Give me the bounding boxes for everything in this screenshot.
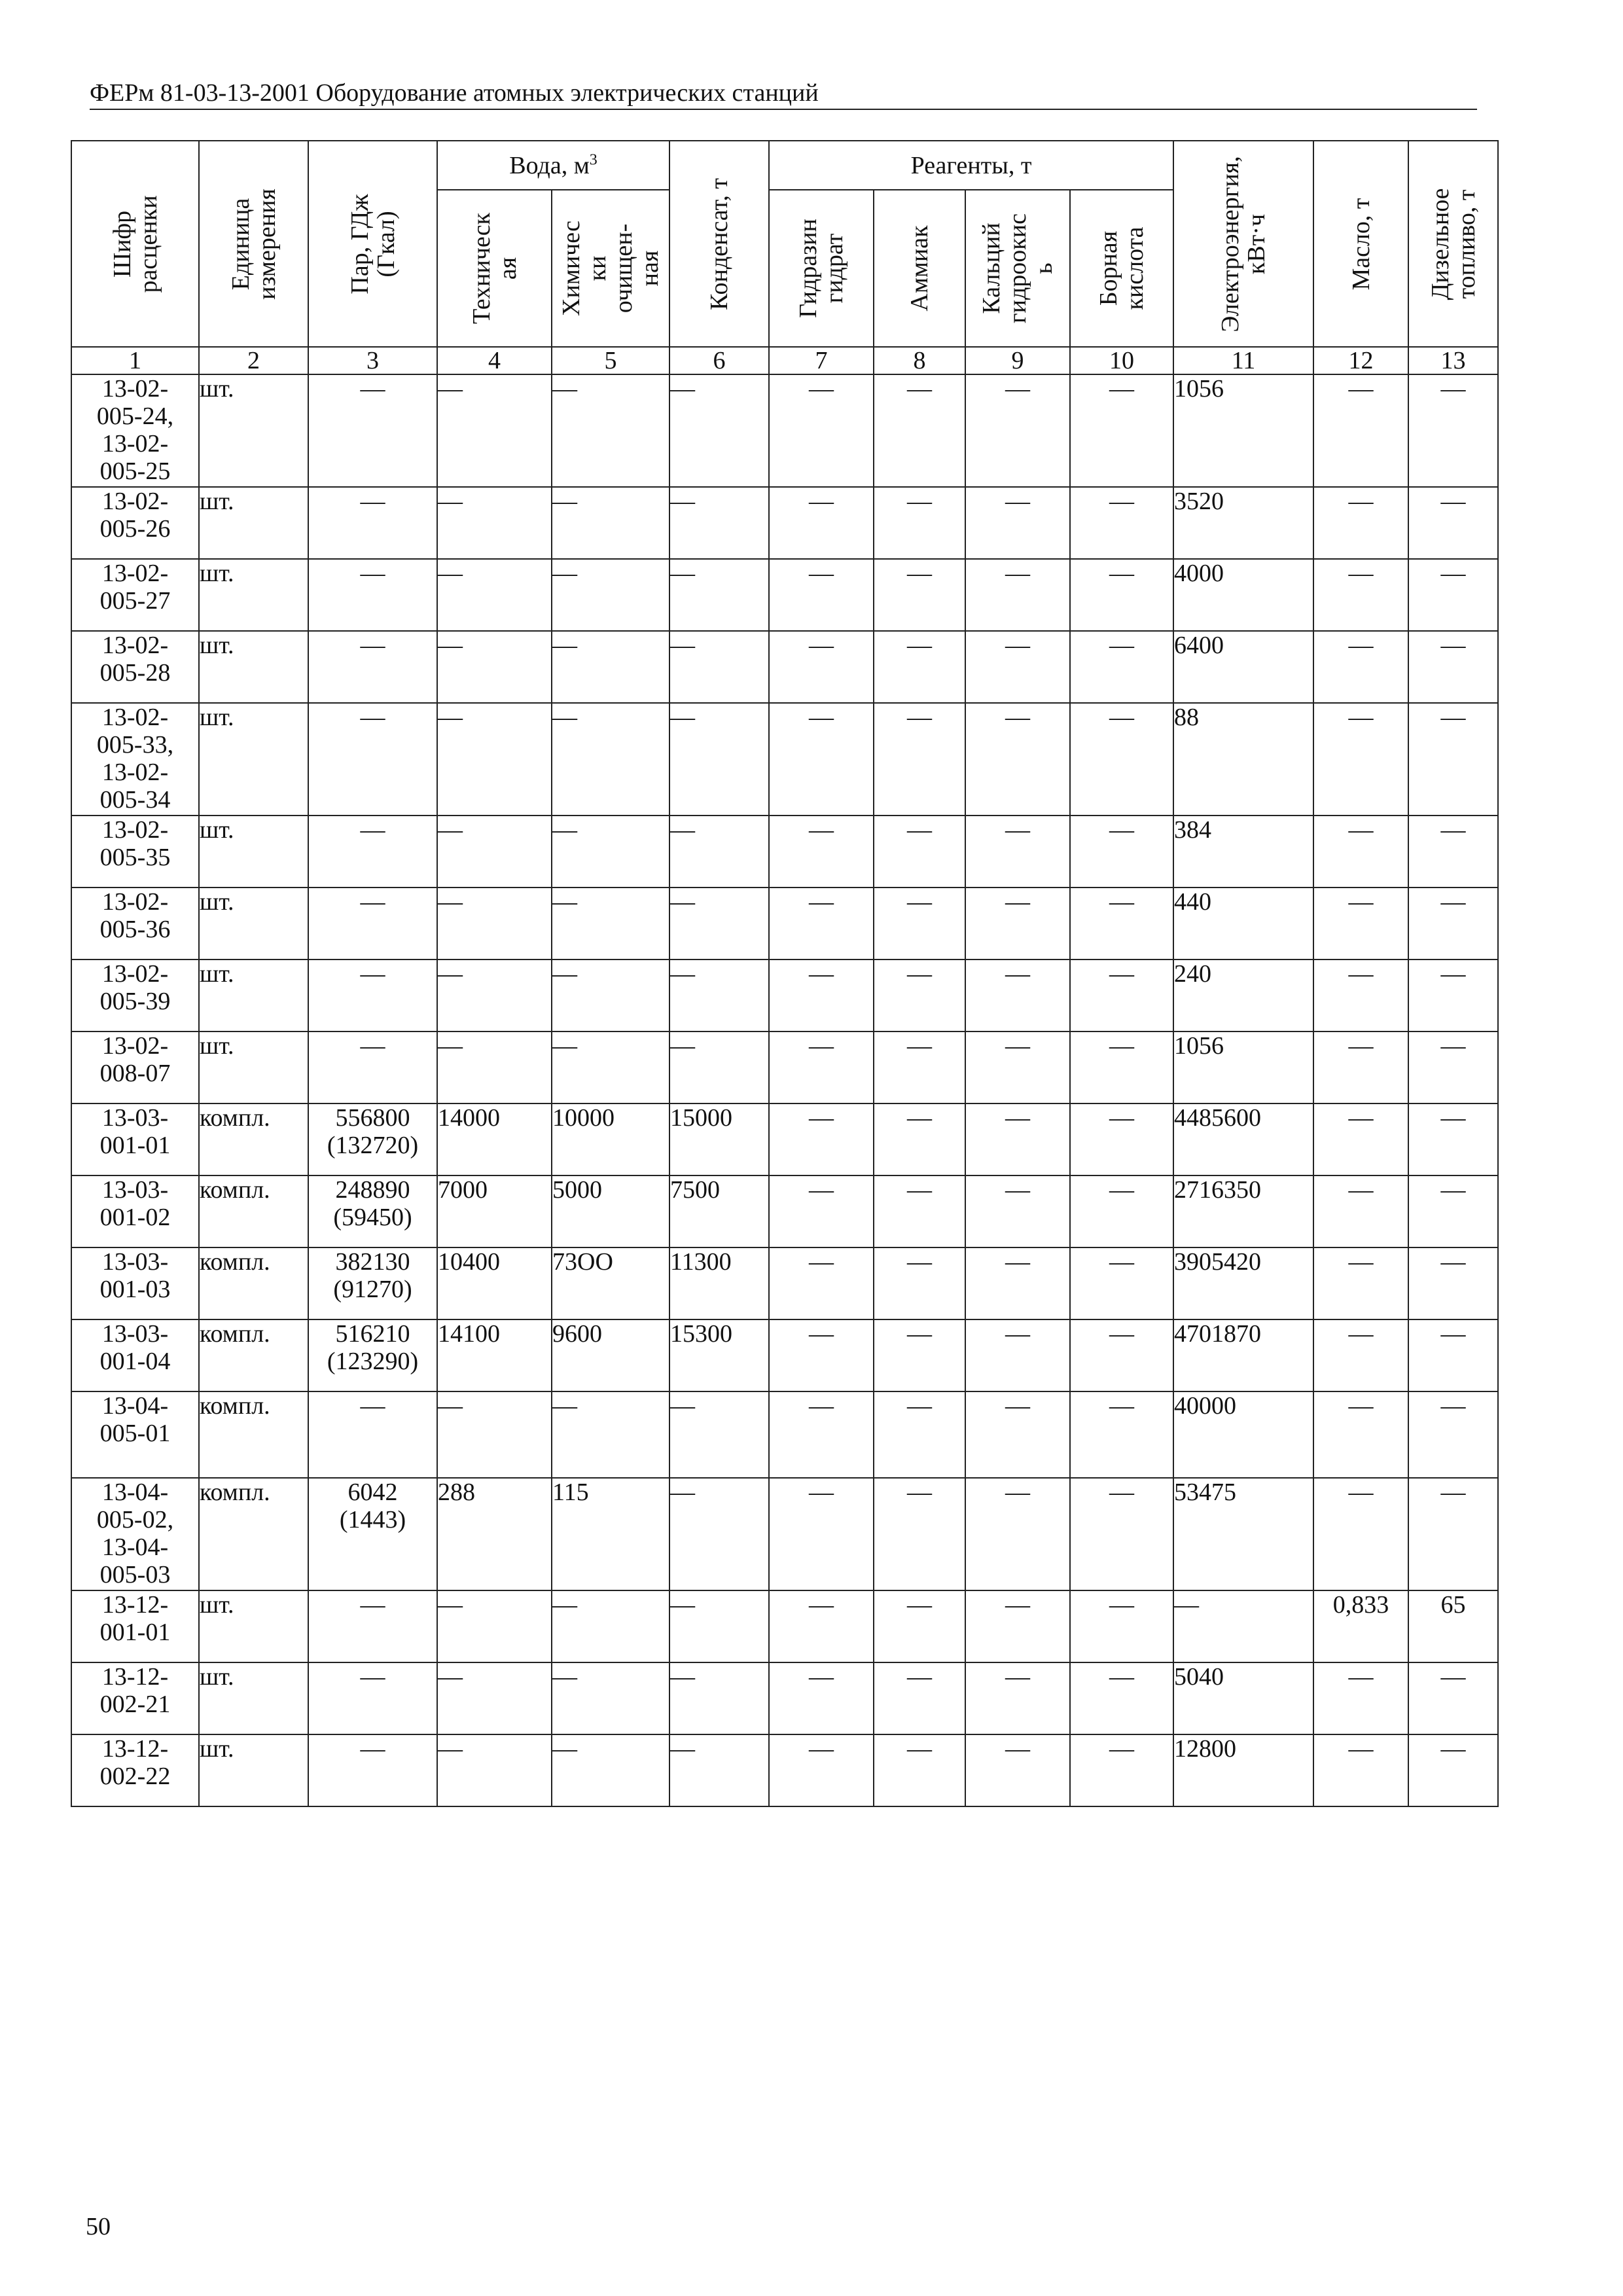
condensate-cell: — <box>669 487 769 559</box>
hydrazine-cell: — <box>769 888 874 960</box>
electricity-cell: 2716350 <box>1173 1175 1313 1247</box>
diesel-cell: — <box>1408 559 1498 631</box>
table-row <box>71 1391 1498 1478</box>
calcium-cell: — <box>965 960 1070 1031</box>
table-row <box>71 374 1498 487</box>
header-calcium: Кальций гидроокис ь <box>965 190 1070 347</box>
water-chem-cell: — <box>552 631 669 703</box>
boric-cell: — <box>1070 1319 1173 1391</box>
diesel-cell: — <box>1408 1478 1498 1590</box>
table-row <box>71 1175 1498 1247</box>
header-reagents-group: Реагенты, т <box>769 141 1173 190</box>
table-row <box>71 1247 1498 1319</box>
steam-cell: — <box>308 816 437 888</box>
oil-cell: — <box>1313 816 1408 888</box>
code-cell: 13-03- 001-03 <box>71 1247 199 1319</box>
ammonia-cell: — <box>874 1103 965 1175</box>
diesel-cell: — <box>1408 960 1498 1031</box>
code-cell: 13-02- 005-36 <box>71 888 199 960</box>
unit-cell: шт. <box>199 1734 308 1806</box>
water-chem-cell: — <box>552 888 669 960</box>
condensate-cell: — <box>669 960 769 1031</box>
water-chem-cell: — <box>552 374 669 487</box>
code-cell: 13-12- 001-01 <box>71 1590 199 1662</box>
water-tech-cell: — <box>437 1391 552 1478</box>
ammonia-cell: — <box>874 374 965 487</box>
hydrazine-cell: — <box>769 1391 874 1478</box>
electricity-cell: 40000 <box>1173 1391 1313 1478</box>
header-unit: Единица измерения <box>199 141 308 347</box>
boric-cell: — <box>1070 374 1173 487</box>
diesel-cell: 65 <box>1408 1590 1498 1662</box>
steam-cell: 382130 (91270) <box>308 1247 437 1319</box>
ammonia-cell: — <box>874 559 965 631</box>
code-cell: 13-03- 001-04 <box>71 1319 199 1391</box>
oil-cell: — <box>1313 1031 1408 1103</box>
steam-cell: — <box>308 374 437 487</box>
oil-cell: — <box>1313 1175 1408 1247</box>
electricity-cell: 6400 <box>1173 631 1313 703</box>
oil-cell: — <box>1313 374 1408 487</box>
calcium-cell: — <box>965 1175 1070 1247</box>
boric-cell: — <box>1070 888 1173 960</box>
header-condensate: Конденсат, т <box>669 141 769 347</box>
water-chem-cell: — <box>552 1734 669 1806</box>
header-electricity: Электроэнергия, кВт·ч <box>1173 141 1313 347</box>
ammonia-cell: — <box>874 1734 965 1806</box>
ammonia-cell: — <box>874 1175 965 1247</box>
resource-table <box>71 140 1499 1807</box>
unit-cell: шт. <box>199 559 308 631</box>
code-cell: 13-02- 008-07 <box>71 1031 199 1103</box>
water-chem-cell: 73ОО <box>552 1247 669 1319</box>
boric-cell: — <box>1070 1247 1173 1319</box>
condensate-cell: — <box>669 1734 769 1806</box>
column-number: 13 <box>1408 347 1498 374</box>
calcium-cell: — <box>965 1319 1070 1391</box>
boric-cell: — <box>1070 703 1173 816</box>
header-diesel: Дизельное топливо, т <box>1408 141 1498 347</box>
condensate-cell: 7500 <box>669 1175 769 1247</box>
oil-cell: — <box>1313 960 1408 1031</box>
header-steam: Пар, ГДж (Гкал) <box>308 141 437 347</box>
water-tech-cell: — <box>437 559 552 631</box>
code-cell: 13-12- 002-22 <box>71 1734 199 1806</box>
calcium-cell: — <box>965 1662 1070 1734</box>
table-row <box>71 487 1498 559</box>
boric-cell: — <box>1070 487 1173 559</box>
code-cell: 13-04- 005-02, 13-04- 005-03 <box>71 1478 199 1590</box>
calcium-cell: — <box>965 1734 1070 1806</box>
code-cell: 13-02- 005-24, 13-02- 005-25 <box>71 374 199 487</box>
water-tech-cell: — <box>437 960 552 1031</box>
water-tech-cell: 10400 <box>437 1247 552 1319</box>
unit-cell: компл. <box>199 1319 308 1391</box>
water-tech-cell: 288 <box>437 1478 552 1590</box>
water-tech-cell: — <box>437 1031 552 1103</box>
table-row <box>71 1662 1498 1734</box>
water-tech-cell: — <box>437 374 552 487</box>
water-chem-cell: — <box>552 559 669 631</box>
unit-cell: компл. <box>199 1478 308 1590</box>
header-hydrazine: Гидразин гидрат <box>769 190 874 347</box>
ammonia-cell: — <box>874 1319 965 1391</box>
oil-cell: — <box>1313 1391 1408 1478</box>
diesel-cell: — <box>1408 1103 1498 1175</box>
oil-cell: — <box>1313 1662 1408 1734</box>
column-number: 5 <box>552 347 669 374</box>
table-row <box>71 888 1498 960</box>
condensate-cell: — <box>669 1031 769 1103</box>
water-chem-cell: 115 <box>552 1478 669 1590</box>
unit-cell: шт. <box>199 1031 308 1103</box>
water-tech-cell: 7000 <box>437 1175 552 1247</box>
ammonia-cell: — <box>874 487 965 559</box>
boric-cell: — <box>1070 960 1173 1031</box>
unit-cell: шт. <box>199 1662 308 1734</box>
condensate-cell: — <box>669 1391 769 1478</box>
oil-cell: — <box>1313 1478 1408 1590</box>
calcium-cell: — <box>965 703 1070 816</box>
code-cell: 13-12- 002-21 <box>71 1662 199 1734</box>
diesel-cell: — <box>1408 374 1498 487</box>
unit-cell: шт. <box>199 1590 308 1662</box>
steam-cell: — <box>308 703 437 816</box>
water-tech-cell: — <box>437 1662 552 1734</box>
table-row <box>71 559 1498 631</box>
unit-cell: шт. <box>199 888 308 960</box>
code-cell: 13-02- 005-26 <box>71 487 199 559</box>
column-number: 4 <box>437 347 552 374</box>
code-cell: 13-02- 005-39 <box>71 960 199 1031</box>
steam-cell: 248890 (59450) <box>308 1175 437 1247</box>
table-row <box>71 1734 1498 1806</box>
electricity-cell: 53475 <box>1173 1478 1313 1590</box>
header-code: Шифр расценки <box>71 141 199 347</box>
boric-cell: — <box>1070 1031 1173 1103</box>
oil-cell: — <box>1313 631 1408 703</box>
diesel-cell: — <box>1408 1734 1498 1806</box>
hydrazine-cell: — <box>769 487 874 559</box>
calcium-cell: — <box>965 1478 1070 1590</box>
hydrazine-cell: — <box>769 1590 874 1662</box>
electricity-cell: 3520 <box>1173 487 1313 559</box>
diesel-cell: — <box>1408 631 1498 703</box>
electricity-cell: 4701870 <box>1173 1319 1313 1391</box>
ammonia-cell: — <box>874 1391 965 1478</box>
column-number: 7 <box>769 347 874 374</box>
boric-cell: — <box>1070 1391 1173 1478</box>
water-chem-cell: — <box>552 1391 669 1478</box>
calcium-cell: — <box>965 1391 1070 1478</box>
unit-cell: компл. <box>199 1103 308 1175</box>
calcium-cell: — <box>965 374 1070 487</box>
column-number-row <box>71 347 1498 374</box>
calcium-cell: — <box>965 631 1070 703</box>
diesel-cell: — <box>1408 1031 1498 1103</box>
column-number: 10 <box>1070 347 1173 374</box>
hydrazine-cell: — <box>769 960 874 1031</box>
unit-cell: компл. <box>199 1391 308 1478</box>
hydrazine-cell: — <box>769 1662 874 1734</box>
steam-cell: — <box>308 1031 437 1103</box>
steam-cell: — <box>308 1391 437 1478</box>
ammonia-cell: — <box>874 816 965 888</box>
table-body <box>71 374 1498 1806</box>
boric-cell: — <box>1070 1734 1173 1806</box>
diesel-cell: — <box>1408 1319 1498 1391</box>
water-tech-cell: — <box>437 1590 552 1662</box>
water-chem-cell: — <box>552 960 669 1031</box>
steam-cell: — <box>308 1590 437 1662</box>
header-ammonia: Аммиак <box>874 190 965 347</box>
unit-cell: компл. <box>199 1175 308 1247</box>
unit-cell: шт. <box>199 960 308 1031</box>
condensate-cell: — <box>669 888 769 960</box>
boric-cell: — <box>1070 816 1173 888</box>
water-tech-cell: — <box>437 1734 552 1806</box>
oil-cell: — <box>1313 703 1408 816</box>
hydrazine-cell: — <box>769 374 874 487</box>
calcium-cell: — <box>965 888 1070 960</box>
condensate-cell: — <box>669 1478 769 1590</box>
code-cell: 13-04- 005-01 <box>71 1391 199 1478</box>
diesel-cell: — <box>1408 888 1498 960</box>
water-chem-cell: 9600 <box>552 1319 669 1391</box>
hydrazine-cell: — <box>769 1478 874 1590</box>
steam-cell: 556800 (132720) <box>308 1103 437 1175</box>
hydrazine-cell: — <box>769 1175 874 1247</box>
steam-cell: — <box>308 559 437 631</box>
code-cell: 13-03- 001-01 <box>71 1103 199 1175</box>
hydrazine-cell: — <box>769 631 874 703</box>
boric-cell: — <box>1070 1662 1173 1734</box>
condensate-cell: — <box>669 631 769 703</box>
electricity-cell: 1056 <box>1173 374 1313 487</box>
steam-cell: — <box>308 1734 437 1806</box>
condensate-cell: — <box>669 816 769 888</box>
water-tech-cell: — <box>437 487 552 559</box>
electricity-cell: 384 <box>1173 816 1313 888</box>
column-number: 11 <box>1173 347 1313 374</box>
table-row <box>71 1590 1498 1662</box>
condensate-cell: — <box>669 559 769 631</box>
oil-cell: — <box>1313 1734 1408 1806</box>
column-number: 1 <box>71 347 199 374</box>
condensate-cell: 11300 <box>669 1247 769 1319</box>
steam-cell: — <box>308 487 437 559</box>
diesel-cell: — <box>1408 487 1498 559</box>
oil-cell: — <box>1313 559 1408 631</box>
oil-cell: — <box>1313 888 1408 960</box>
diesel-cell: — <box>1408 1247 1498 1319</box>
water-tech-cell: — <box>437 888 552 960</box>
table-row <box>71 1103 1498 1175</box>
ammonia-cell: — <box>874 1590 965 1662</box>
page-number: 50 <box>86 2213 111 2240</box>
ammonia-cell: — <box>874 960 965 1031</box>
steam-cell: 6042 (1443) <box>308 1478 437 1590</box>
condensate-cell: — <box>669 1590 769 1662</box>
unit-cell: компл. <box>199 1247 308 1319</box>
water-chem-cell: — <box>552 703 669 816</box>
page-header: ФЕРм 81-03-13-2001 Оборудование атомных электрических станций <box>90 79 819 107</box>
code-cell: 13-02- 005-28 <box>71 631 199 703</box>
electricity-cell: 1056 <box>1173 1031 1313 1103</box>
header-water-group: Вода, $м^3$ <box>437 141 669 190</box>
boric-cell: — <box>1070 1175 1173 1247</box>
hydrazine-cell: — <box>769 1247 874 1319</box>
electricity-cell: 3905420 <box>1173 1247 1313 1319</box>
boric-cell: — <box>1070 1103 1173 1175</box>
table-row <box>71 816 1498 888</box>
hydrazine-cell: — <box>769 1319 874 1391</box>
table-row <box>71 631 1498 703</box>
table-row <box>71 1478 1498 1590</box>
code-cell: 13-02- 005-35 <box>71 816 199 888</box>
electricity-cell: 440 <box>1173 888 1313 960</box>
hydrazine-cell: — <box>769 1734 874 1806</box>
condensate-cell: — <box>669 703 769 816</box>
code-cell: 13-02- 005-27 <box>71 559 199 631</box>
electricity-cell: 12800 <box>1173 1734 1313 1806</box>
diesel-cell: — <box>1408 703 1498 816</box>
water-chem-cell: — <box>552 1031 669 1103</box>
diesel-cell: — <box>1408 1662 1498 1734</box>
column-number: 3 <box>308 347 437 374</box>
ammonia-cell: — <box>874 888 965 960</box>
diesel-cell: — <box>1408 816 1498 888</box>
header-water-chem: Химичес ки очищен- ная <box>552 190 669 347</box>
water-tech-cell: — <box>437 816 552 888</box>
code-cell: 13-03- 001-02 <box>71 1175 199 1247</box>
condensate-cell: 15300 <box>669 1319 769 1391</box>
water-tech-cell: — <box>437 631 552 703</box>
calcium-cell: — <box>965 1103 1070 1175</box>
condensate-cell: 15000 <box>669 1103 769 1175</box>
boric-cell: — <box>1070 631 1173 703</box>
calcium-cell: — <box>965 1247 1070 1319</box>
steam-cell: — <box>308 960 437 1031</box>
condensate-cell: — <box>669 374 769 487</box>
unit-cell: шт. <box>199 816 308 888</box>
water-chem-cell: — <box>552 487 669 559</box>
unit-cell: шт. <box>199 631 308 703</box>
calcium-cell: — <box>965 816 1070 888</box>
calcium-cell: — <box>965 559 1070 631</box>
table-row <box>71 960 1498 1031</box>
boric-cell: — <box>1070 1478 1173 1590</box>
hydrazine-cell: — <box>769 816 874 888</box>
header-oil: Масло, т <box>1313 141 1408 347</box>
unit-cell: шт. <box>199 374 308 487</box>
steam-cell: — <box>308 888 437 960</box>
hydrazine-cell: — <box>769 559 874 631</box>
steam-cell: — <box>308 631 437 703</box>
column-number: 8 <box>874 347 965 374</box>
electricity-cell: 5040 <box>1173 1662 1313 1734</box>
calcium-cell: — <box>965 487 1070 559</box>
ammonia-cell: — <box>874 1662 965 1734</box>
steam-cell: 516210 (123290) <box>308 1319 437 1391</box>
table-row <box>71 703 1498 816</box>
header-water-tech: Техническ ая <box>437 190 552 347</box>
ammonia-cell: — <box>874 631 965 703</box>
table-row <box>71 1319 1498 1391</box>
ammonia-cell: — <box>874 1031 965 1103</box>
electricity-cell: 88 <box>1173 703 1313 816</box>
oil-cell: — <box>1313 487 1408 559</box>
column-number: 2 <box>199 347 308 374</box>
water-tech-cell: 14000 <box>437 1103 552 1175</box>
oil-cell: — <box>1313 1247 1408 1319</box>
water-chem-cell: 5000 <box>552 1175 669 1247</box>
table-row <box>71 1031 1498 1103</box>
oil-cell: — <box>1313 1103 1408 1175</box>
column-number: 6 <box>669 347 769 374</box>
steam-cell: — <box>308 1662 437 1734</box>
diesel-cell: — <box>1408 1391 1498 1478</box>
oil-cell: — <box>1313 1319 1408 1391</box>
hydrazine-cell: — <box>769 1103 874 1175</box>
code-cell: 13-02- 005-33, 13-02- 005-34 <box>71 703 199 816</box>
water-chem-cell: — <box>552 1590 669 1662</box>
water-chem-cell: — <box>552 816 669 888</box>
electricity-cell: 4485600 <box>1173 1103 1313 1175</box>
oil-cell: 0,833 <box>1313 1590 1408 1662</box>
electricity-cell: — <box>1173 1590 1313 1662</box>
electricity-cell: 4000 <box>1173 559 1313 631</box>
calcium-cell: — <box>965 1590 1070 1662</box>
hydrazine-cell: — <box>769 1031 874 1103</box>
water-tech-cell: — <box>437 703 552 816</box>
water-chem-cell: 10000 <box>552 1103 669 1175</box>
hydrazine-cell: — <box>769 703 874 816</box>
electricity-cell: 240 <box>1173 960 1313 1031</box>
ammonia-cell: — <box>874 1478 965 1590</box>
boric-cell: — <box>1070 1590 1173 1662</box>
header-rule <box>90 109 1477 110</box>
unit-cell: шт. <box>199 487 308 559</box>
ammonia-cell: — <box>874 703 965 816</box>
header-boric: Борная кислота <box>1070 190 1173 347</box>
column-number: 12 <box>1313 347 1408 374</box>
water-chem-cell: — <box>552 1662 669 1734</box>
condensate-cell: — <box>669 1662 769 1734</box>
table-header <box>71 141 1498 374</box>
column-number: 9 <box>965 347 1070 374</box>
diesel-cell: — <box>1408 1175 1498 1247</box>
water-tech-cell: 14100 <box>437 1319 552 1391</box>
calcium-cell: — <box>965 1031 1070 1103</box>
ammonia-cell: — <box>874 1247 965 1319</box>
boric-cell: — <box>1070 559 1173 631</box>
unit-cell: шт. <box>199 703 308 816</box>
